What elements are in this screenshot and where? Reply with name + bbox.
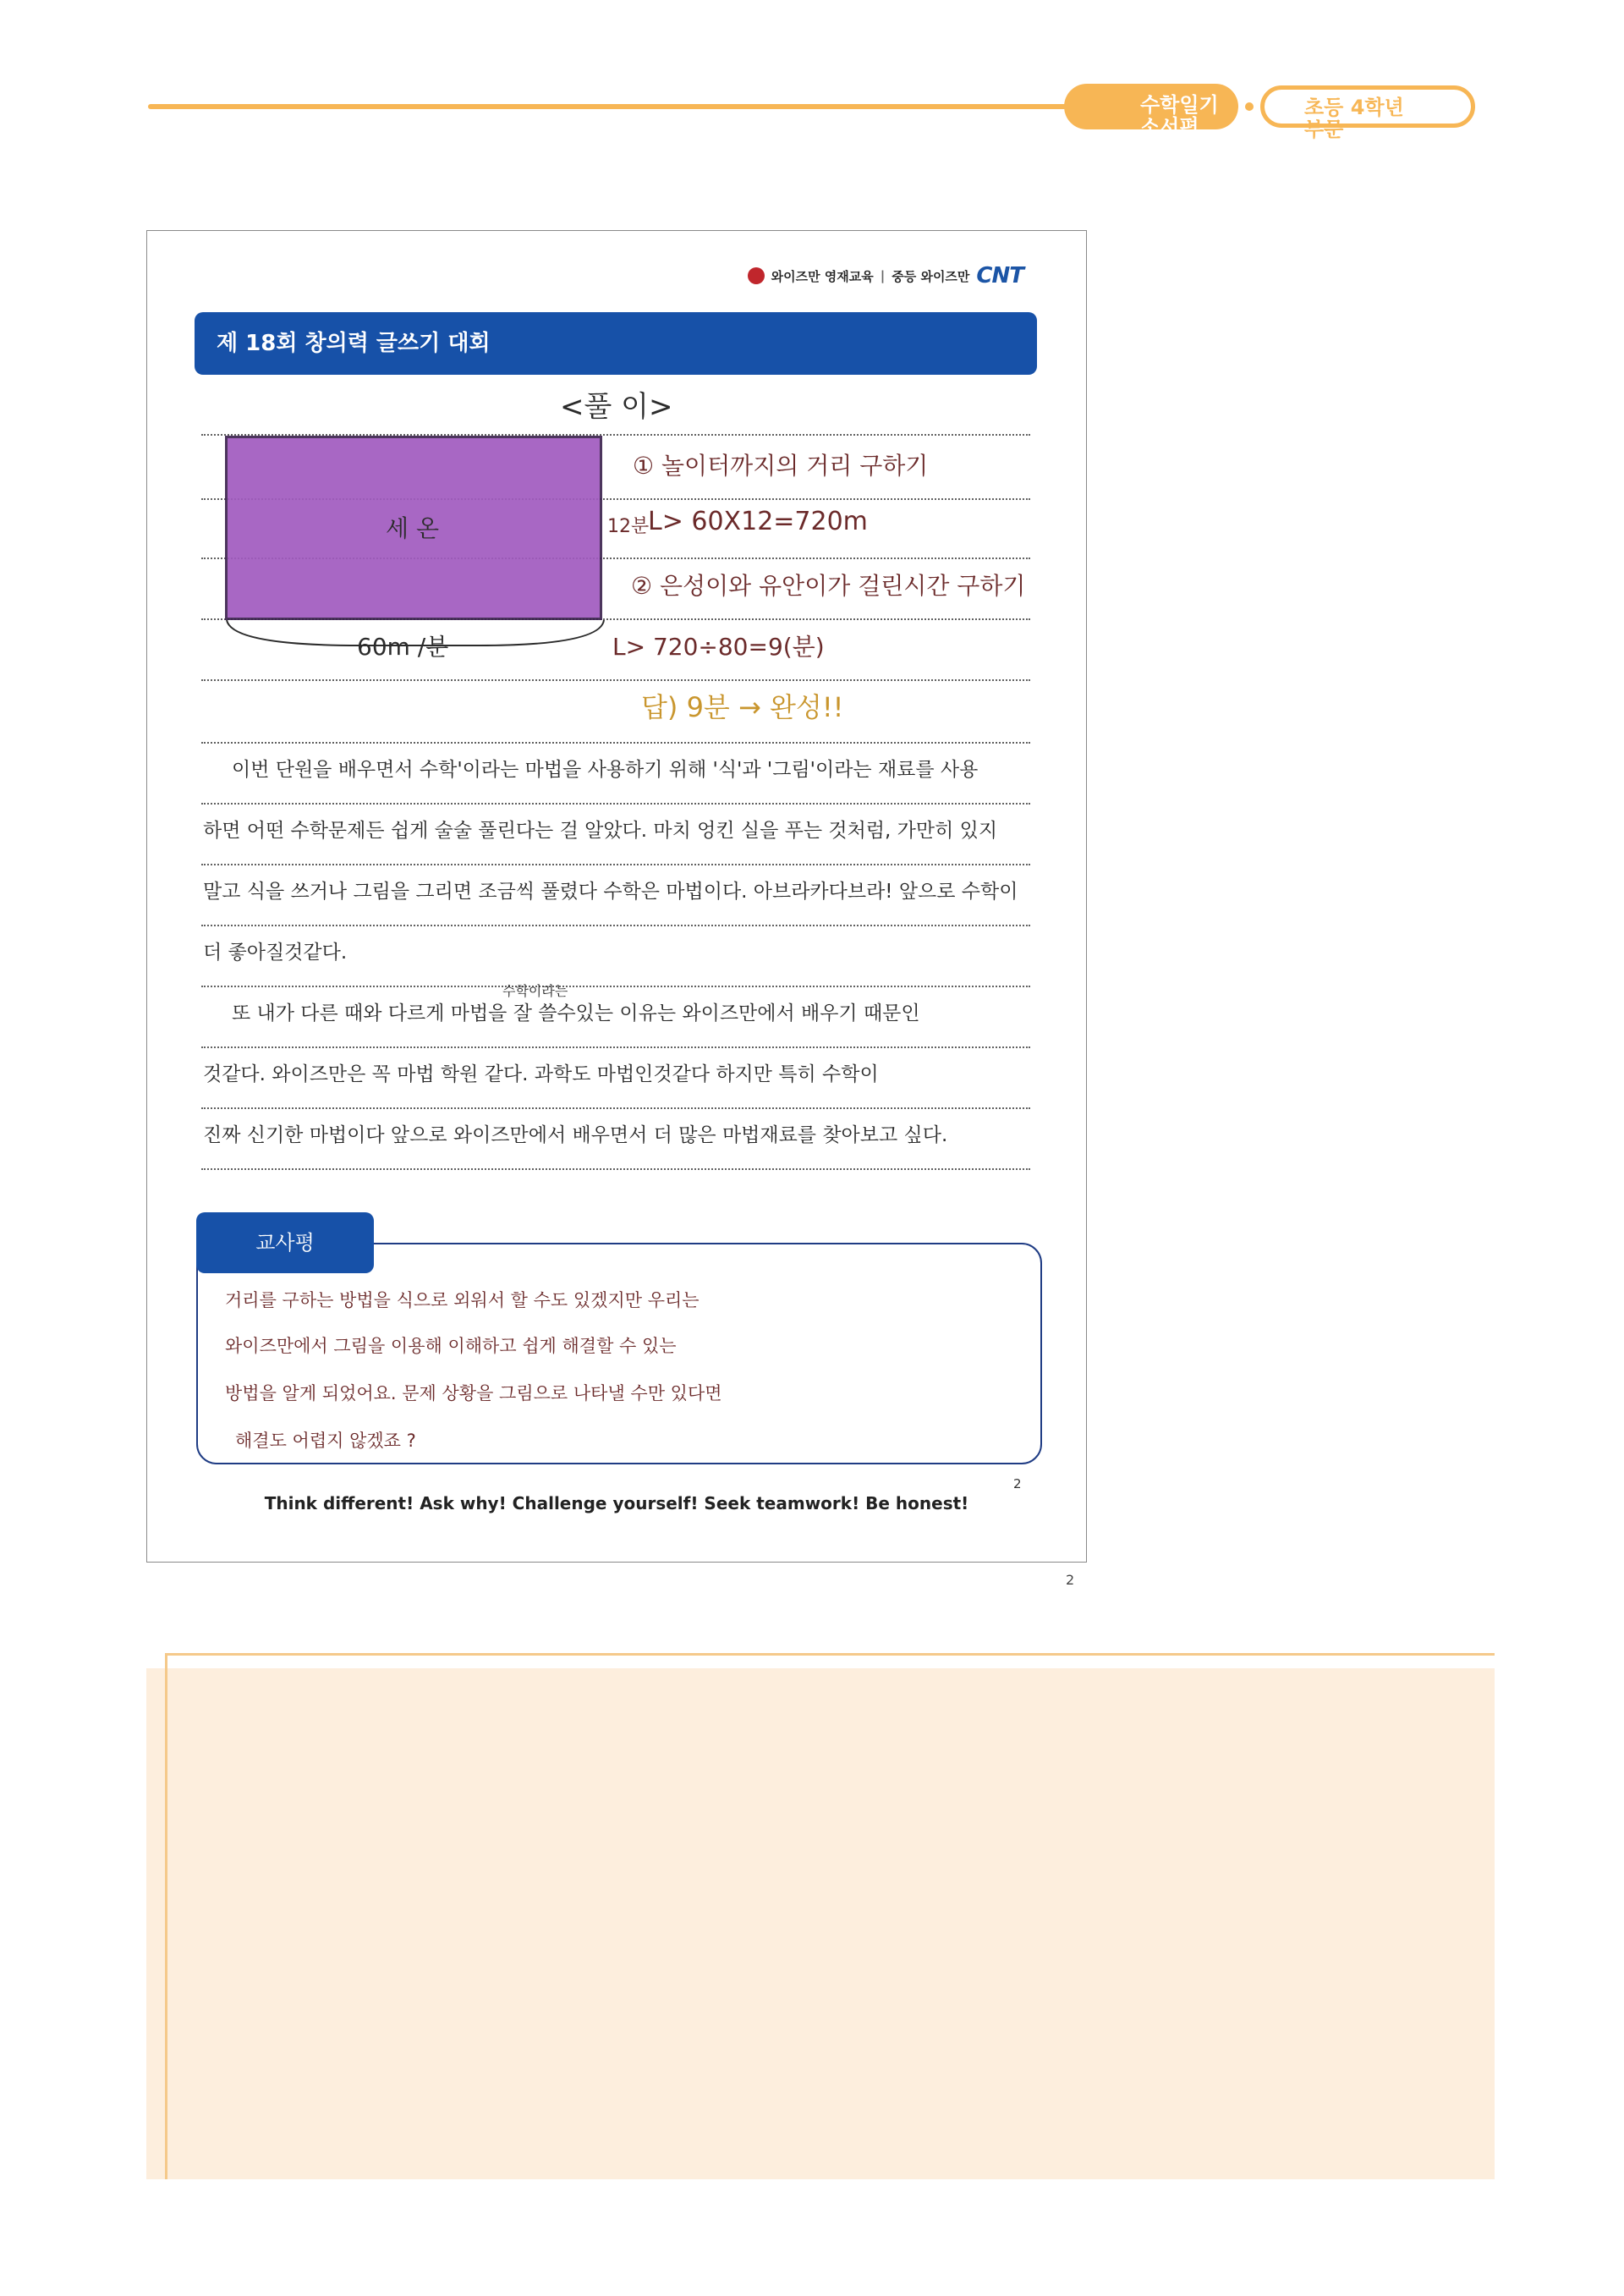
teacher-review-tag: 교사평 (196, 1212, 374, 1273)
ruled-line (201, 679, 1030, 681)
solution-line-2: L> 60X12=720m (648, 507, 868, 536)
note-area-top-border (165, 1653, 1495, 1656)
ruled-line (201, 1046, 1030, 1048)
header-rule (148, 104, 1070, 109)
brand-seal-icon (748, 267, 765, 284)
teacher-line-3: 방법을 알게 되었어요. 문제 상황을 그림으로 나타낼 수만 있다면 (225, 1383, 722, 1403)
brand-right: 중등 와이즈만 (892, 268, 970, 284)
essay-line-2: 하면 어떤 수학문제든 쉽게 술술 풀린다는 걸 알았다. 마치 엉킨 실을 푸는 것처럼, 가만히 있지 (203, 820, 998, 842)
solution-heading: <풀 이> (560, 390, 673, 424)
note-area (146, 1668, 1495, 2179)
ruled-line (201, 742, 1030, 744)
brand-logo: CNT (976, 263, 1023, 288)
essay-insert: 수학이라는 (502, 983, 568, 999)
contest-banner: 제 18회 창의력 글쓰기 대회 (195, 312, 1037, 375)
essay-line-3: 말고 식을 쓰거나 그림을 그리면 조금씩 풀렸다 수학은 마법이다. 아브라카다브라! 앞으로 수학이 (203, 881, 1018, 903)
sheet-page-number: 2 (1013, 1476, 1022, 1491)
ruled-line (201, 925, 1030, 926)
answer-line: 답) 9분 → 완성!! (641, 691, 844, 723)
ruled-line (201, 1107, 1030, 1109)
essay-line-6: 것같다. 와이즈만은 꼭 마법 학원 같다. 과학도 마법인것같다 하지만 특히 수학이 (203, 1063, 879, 1085)
brand-separator: | (880, 268, 886, 283)
brand-header (748, 263, 1023, 288)
ruled-line (201, 986, 1030, 987)
page-number: 2 (1066, 1572, 1075, 1588)
ruled-line (201, 1168, 1030, 1170)
teacher-line-4: 해결도 어렵지 않겠죠 ? (235, 1431, 416, 1451)
note-area-left-border (165, 1653, 167, 2179)
header-dot (1245, 102, 1254, 111)
grade-tag: 초등 4학년 부문 (1260, 85, 1475, 128)
diagram-side-label: 12분 (607, 516, 650, 537)
solution-line-4: L> 720÷80=9(분) (612, 633, 825, 661)
essay-line-4: 더 좋아질것같다. (203, 942, 348, 964)
diagram-rect-label: 세 온 (386, 514, 439, 542)
teacher-line-1: 거리를 구하는 방법을 식으로 외워서 할 수도 있겠지만 우리는 (225, 1290, 700, 1310)
diagram-bottom-label: 60m /분 (357, 633, 449, 661)
category-tag: 수학일기 소서편 (1064, 84, 1238, 129)
essay-line-1: 이번 단원을 배우면서 수학'이라는 마법을 사용하기 위해 '식'과 '그림'이라는 재료를 사용 (232, 759, 979, 781)
sheet-slogan: Think different! Ask why! Challenge yourself! Seek teamwork! Be honest! (264, 1493, 969, 1513)
ruled-line (201, 803, 1030, 805)
solution-line-1: ① 놀이터까지의 거리 구하기 (633, 452, 929, 480)
essay-line-5: 또 내가 다른 때와 다르게 마법을 잘 쓸수있는 이유는 와이즈만에서 배우기 때문인 (232, 1002, 920, 1024)
essay-line-7: 진짜 신기한 마법이다 앞으로 와이즈만에서 배우면서 더 많은 마법재료를 찾아보고 싶다. (203, 1124, 948, 1146)
ruled-line (201, 864, 1030, 865)
contest-sheet (146, 230, 1087, 1563)
teacher-line-2: 와이즈만에서 그림을 이용해 이해하고 쉽게 해결할 수 있는 (225, 1336, 677, 1356)
solution-line-3: ② 은성이와 유안이가 걸린시간 구하기 (631, 572, 1026, 600)
brand-left: 와이즈만 영재교육 (771, 268, 874, 284)
